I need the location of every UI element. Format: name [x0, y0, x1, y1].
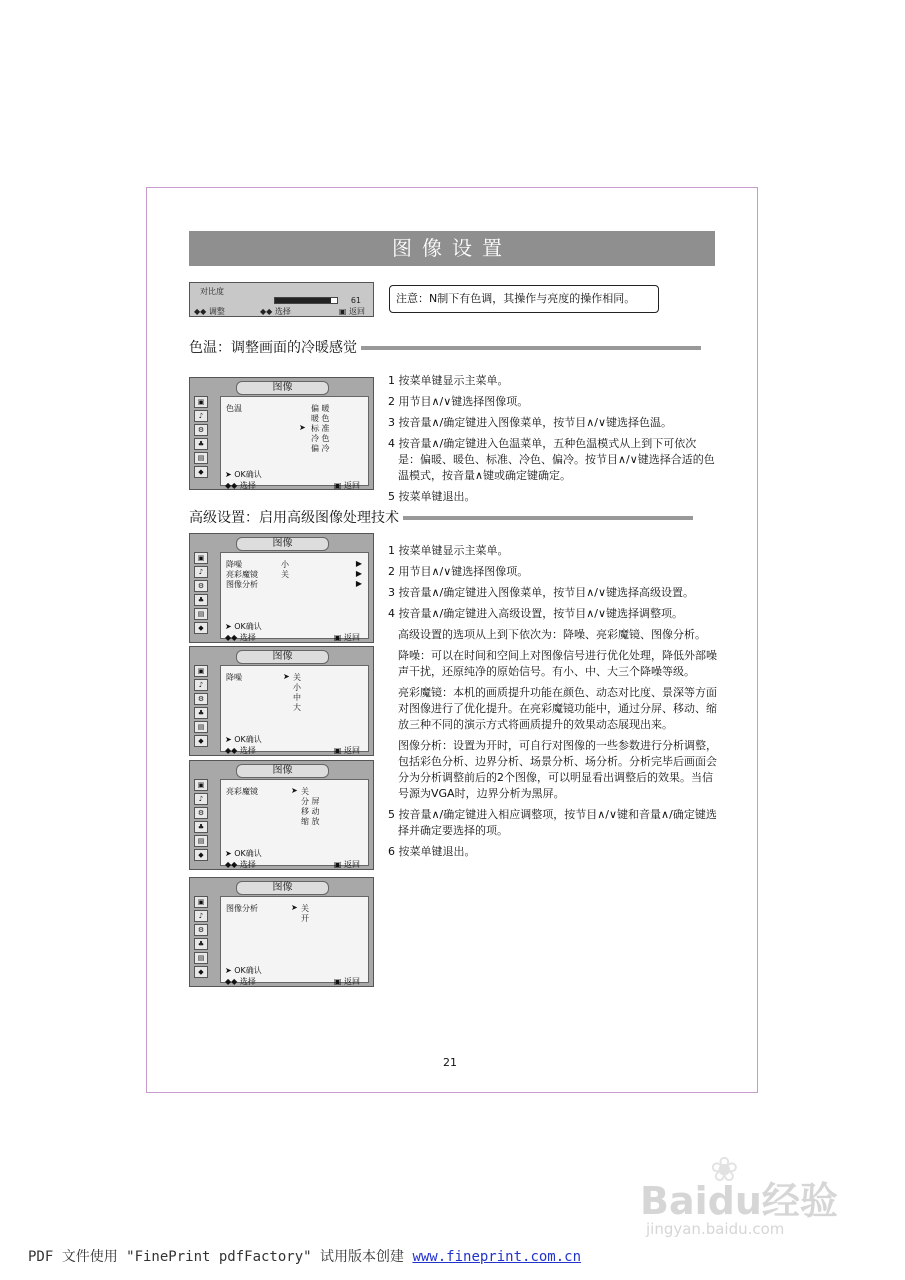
baidu-watermark: [640, 1150, 860, 1260]
osd-select: 选择: [239, 481, 256, 490]
osd-option: 偏 冷: [311, 444, 330, 453]
step: 3 按音量∧/确定键进入图像菜单，按节目∧/∨键选择高级设置。: [388, 586, 695, 599]
step: 5 按音量∧/确定键进入相应调整项，按节目∧/∨键和音量∧/确定键选择并确定要选择的项。: [388, 808, 717, 837]
sub-paragraph: 降噪：可以在时间和空间上对图像信号进行优化处理，降低外部噪声干扰，还原纯净的原始信号。有小、中、大三个降噪等级。: [398, 649, 717, 678]
osd-head: 图像: [236, 537, 329, 551]
footer-link[interactable]: www.fineprint.com.cn: [412, 1249, 582, 1265]
footer-text: PDF 文件使用 "FinePrint pdfFactory" 试用版本创建: [28, 1249, 413, 1265]
osd-option: 中: [293, 693, 301, 702]
osd-select: 选择: [239, 860, 256, 869]
osd-option: 关: [301, 904, 309, 913]
osd-value: 小: [281, 560, 289, 569]
contrast-label: 对比度: [200, 287, 224, 296]
adjust-label: 调整: [208, 307, 225, 316]
osd-option: 暖 色: [311, 414, 330, 423]
step: 6 按菜单键退出。: [388, 845, 476, 858]
step: 5 按菜单键退出。: [388, 490, 476, 503]
osd-label: 降噪: [226, 673, 242, 682]
paw-icon: ❀: [710, 1150, 739, 1190]
osd-noise: 图像 ▣ ♪ ⚙ ♣ ▤ ◆ 降噪 ➤ 关 小 中 大 ➤ OK确认 ◆◆ 选择 ▣ 返回: [189, 646, 374, 756]
osd-head: 图像: [236, 381, 329, 395]
osd-back: 返回: [344, 977, 360, 986]
back-label: 返回: [349, 307, 365, 316]
osd-back: 返回: [344, 746, 360, 755]
osd-back: 返回: [344, 481, 360, 490]
osd-label: 图像分析: [226, 580, 258, 589]
section1-steps: [388, 373, 718, 510]
osd-option: 小: [293, 683, 301, 692]
osd-label: 亮彩魔镜: [226, 787, 258, 796]
osd-head: 图像: [236, 650, 329, 664]
osd-ok: OK确认: [234, 966, 262, 975]
osd-option: 关: [293, 673, 301, 682]
osd-label: 图像分析: [226, 904, 258, 913]
osd-ok: OK确认: [234, 849, 262, 858]
osd-panel: 色温 偏 暖 暖 色 ➤ 标 准 冷 色 偏 冷 ➤ OK确认 ◆◆ 选择 ▣ 返回: [220, 396, 369, 486]
osd-head: 图像: [236, 881, 329, 895]
sub-paragraph: 高级设置的选项从上到下依次为：降噪、亮彩魔镜、图像分析。: [398, 628, 706, 641]
osd-option: 缩 放: [301, 817, 320, 826]
contrast-value: 61: [350, 296, 361, 305]
watermark-brand: Baidu经验: [640, 1179, 838, 1223]
watermark-url: jingyan.baidu.com: [646, 1220, 785, 1238]
step: 2 用节目∧/∨键选择图像项。: [388, 565, 529, 578]
step: 3 按音量∧/确定键进入图像菜单，按节目∧/∨键选择色温。: [388, 416, 673, 429]
osd-icons: ▣ ♪ ⚙ ♣ ▤ ◆: [194, 396, 208, 480]
section-color-temp-title: 色温：调整画面的冷暖感觉: [189, 337, 701, 357]
osd-ok: OK确认: [234, 622, 262, 631]
step: 2 用节目∧/∨键选择图像项。: [388, 395, 529, 408]
osd-label: 降噪: [226, 560, 242, 569]
osd-head: 图像: [236, 764, 329, 778]
step: 4 按音量∧/确定键进入色温菜单，五种色温模式从上到下可依次是：偏暖、暖色、标准、冷色、偏冷。按节目∧/∨键选择合适的色温模式，按音量∧键或确定键确定。: [388, 437, 715, 482]
contrast-bar: [274, 297, 338, 304]
osd-option: 偏 暖: [311, 404, 330, 413]
section-advanced-title: 高级设置：启用高级图像处理技术: [189, 507, 693, 527]
osd-analysis: 图像 ▣ ♪ ⚙ ♣ ▤ ◆ 图像分析 ➤ 关 开 ➤ OK确认 ◆◆ 选择 ▣ 返回: [189, 877, 374, 987]
sub-paragraph: 亮彩魔镜：本机的画质提升功能在颜色、动态对比度、景深等方面对图像进行了优化提升。在亮彩魔镜功能中，通过分屏、移动、缩放三种不同的演示方式将画质提升的效果动态展现出来。: [398, 686, 717, 731]
osd-option: 大: [293, 703, 301, 712]
osd-back: 返回: [344, 633, 360, 642]
step: 1 按菜单键显示主菜单。: [388, 374, 509, 387]
step: 1 按菜单键显示主菜单。: [388, 544, 509, 557]
section2-steps: [388, 543, 718, 865]
pdf-footer: [28, 1246, 581, 1266]
osd-value: 关: [281, 570, 289, 579]
osd-label: 色温: [226, 404, 242, 413]
osd-option: 开: [301, 914, 309, 923]
contrast-osd: 对比度 61 ◆◆ 调整 ◆◆ 选择 ▣ 返回: [189, 282, 374, 317]
select-label: 选择: [274, 307, 291, 316]
note-box: 注意：N制下有色调，其操作与亮度的操作相同。: [389, 285, 659, 313]
osd-select: 选择: [239, 977, 256, 986]
osd-option: 冷 色: [311, 434, 330, 443]
sub-paragraph: 图像分析：设置为开时，可自行对图像的一些参数进行分析调整，包括彩色分析、边界分析、场景分析、场分析。分析完毕后画面会分为分析调整前后的2个图像，可以明显看出调整后的效果。当信号源为VGA时，边界分析为黑屏。: [398, 739, 717, 800]
step: 4 按音量∧/确定键进入高级设置，按节目∧/∨键选择调整项。: [388, 607, 684, 620]
osd-advanced: 图像 ▣ ♪ ⚙ ♣ ▤ ◆ 降噪 小 ▶ 亮彩魔镜 关 ▶ 图像分析 ▶ ➤ OK确认 ◆◆ 选择 ▣ 返回: [189, 533, 374, 643]
osd-option: 标 准: [311, 424, 330, 433]
osd-ok: OK确认: [234, 470, 262, 479]
page-number: 21: [443, 1056, 457, 1069]
osd-magic: 图像 ▣ ♪ ⚙ ♣ ▤ ◆ 亮彩魔镜 ➤ 关 分 屏 移 动 缩 放 ➤ OK确认 ◆◆ 选择 ▣ 返回: [189, 760, 374, 870]
osd-color-temp: [189, 377, 374, 490]
osd-select: 选择: [239, 746, 256, 755]
osd-back: 返回: [344, 860, 360, 869]
osd-label: 亮彩魔镜: [226, 570, 258, 579]
page-title: 图像设置: [189, 231, 715, 266]
osd-option: 分 屏: [301, 797, 320, 806]
osd-option: 移 动: [301, 807, 320, 816]
osd-ok: OK确认: [234, 735, 262, 744]
osd-select: 选择: [239, 633, 256, 642]
osd-option: 关: [301, 787, 309, 796]
